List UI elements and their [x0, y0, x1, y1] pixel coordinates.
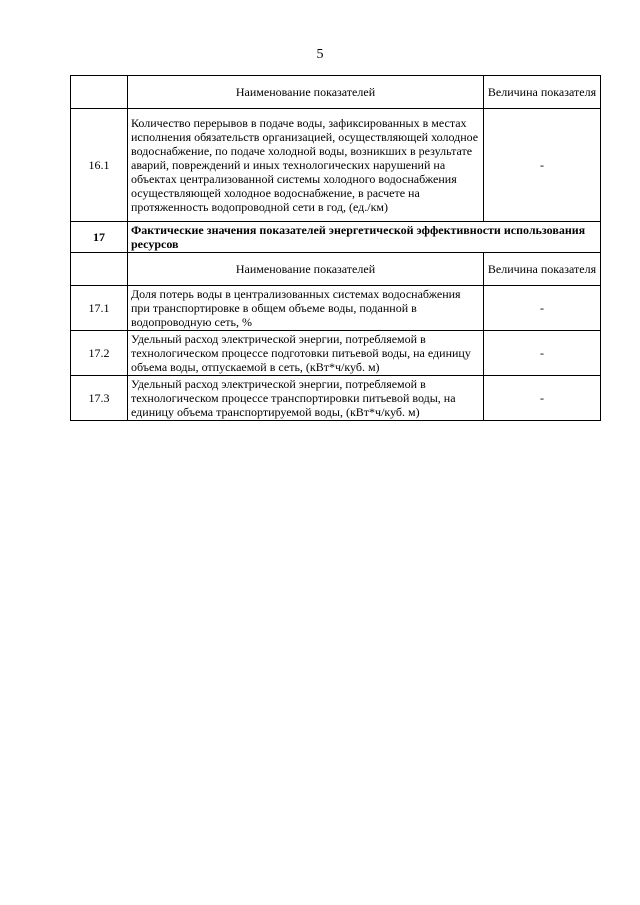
row-indicator-name: Количество перерывов в подаче воды, зафиксированных в местах исполнения обязательств организацией, осуществляющей холодное водоснабжение, по подаче холодной воды, возникших в результате аварий, повреждений и иных технологических нарушений на объектах централизованной системы холодного водоснабжения осуществляющей холодное водоснабжение, в расчете на протяженность водопроводной сети в год, (ед./км) — [128, 109, 484, 222]
row-number: 16.1 — [71, 109, 128, 222]
table-header-row — [71, 76, 601, 109]
row-indicator-value: - — [484, 331, 601, 376]
indicators-table — [70, 75, 601, 421]
table-row — [71, 286, 601, 331]
header-num-cell — [71, 253, 128, 286]
header-name-cell: Наименование показателей — [128, 76, 484, 109]
row-indicator-name: Доля потерь воды в централизованных системах водоснабжения при транспортировке в общем объеме воды, поданной в водопроводную сеть, % — [128, 286, 484, 331]
row-indicator-name: Удельный расход электрической энергии, потребляемой в технологическом процессе подготовки питьевой воды, на единицу объема воды, отпускаемой в сеть, (кВт*ч/куб. м) — [128, 331, 484, 376]
table-row — [71, 109, 601, 222]
header-value-cell: Величина показателя — [484, 253, 601, 286]
section-number: 17 — [71, 222, 128, 253]
header-name-cell: Наименование показателей — [128, 253, 484, 286]
row-indicator-value: - — [484, 109, 601, 222]
table-header-row — [71, 253, 601, 286]
row-indicator-value: - — [484, 286, 601, 331]
row-indicator-name: Удельный расход электрической энергии, потребляемой в технологическом процессе транспортировки питьевой воды, на единицу объема транспортируемой воды, (кВт*ч/куб. м) — [128, 376, 484, 421]
row-number: 17.3 — [71, 376, 128, 421]
section-title: Фактические значения показателей энергетической эффективности использования ресурсов — [128, 222, 601, 253]
table-row — [71, 331, 601, 376]
page-number: 5 — [316, 47, 324, 62]
row-number: 17.1 — [71, 286, 128, 331]
section-row — [71, 222, 601, 253]
header-value-cell: Величина показателя — [484, 76, 601, 109]
table-row — [71, 376, 601, 421]
row-number: 17.2 — [71, 331, 128, 376]
header-num-cell — [71, 76, 128, 109]
row-indicator-value: - — [484, 376, 601, 421]
